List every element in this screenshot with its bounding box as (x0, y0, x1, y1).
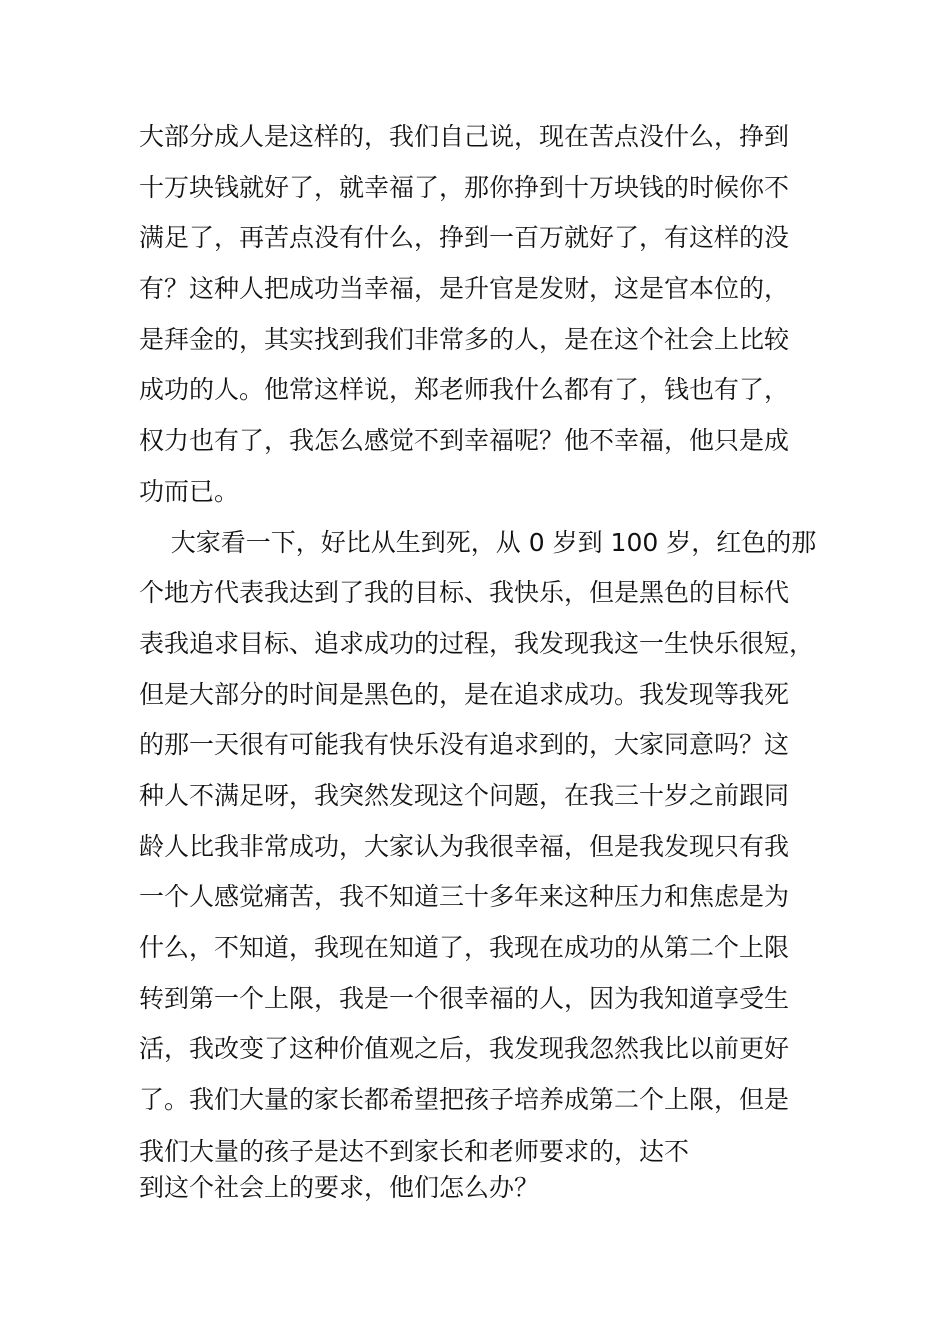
text-line: 功而已。 (139, 476, 240, 506)
text-line: 种人不满足呀，我突然发现这个问题，在我三十岁之前跟同 (139, 780, 790, 810)
text-line: 是拜金的，其实找到我们非常多的人，是在这个社会上比较 (139, 324, 790, 354)
text-line: 活，我改变了这种价值观之后，我发现我忽然我比以前更好 (139, 1034, 790, 1064)
text-line: 大家看一下，好比从生到死，从 0 岁到 100 岁，红色的那 (139, 527, 817, 557)
text-line: 十万块钱就好了，就幸福了，那你挣到十万块钱的时候你不 (139, 172, 790, 202)
text-line: 有？这种人把成功当幸福，是升官是发财，这是官本位的， (139, 274, 790, 304)
text-line: 我们大量的孩子是达不到家长和老师要求的，达不 (139, 1136, 690, 1166)
text-line: 的那一天很有可能我有快乐没有追求到的，大家同意吗？这 (139, 730, 790, 760)
document-body (139, 112, 839, 1206)
text-line: 但是大部分的时间是黑色的，是在追求成功。我发现等我死 (139, 679, 790, 709)
text-line: 满足了，再苦点没有什么，挣到一百万就好了，有这样的没 (139, 223, 790, 253)
text-line: 了。我们大量的家长都希望把孩子培养成第二个上限，但是 (139, 1085, 790, 1115)
text-line: 成功的人。他常这样说，郑老师我什么都有了，钱也有了， (139, 375, 790, 405)
text-line: 权力也有了，我怎么感觉不到幸福呢？他不幸福，他只是成 (139, 426, 790, 456)
text-line: 个地方代表我达到了我的目标、我快乐，但是黑色的目标代 (139, 578, 790, 608)
text-line: 大部分成人是这样的，我们自己说，现在苦点没什么，挣到 (139, 122, 790, 151)
text-line: 转到第一个上限，我是一个很幸福的人，因为我知道享受生 (139, 983, 790, 1013)
text-line: 什么，不知道，我现在知道了，我现在成功的从第二个上限 (139, 933, 790, 962)
paragraph (139, 518, 839, 1206)
text-line: 到这个社会上的要求，他们怎么办？ (139, 1172, 540, 1202)
text-line: 表我追求目标、追求成功的过程，我发现我这一生快乐很短， (139, 628, 815, 658)
paragraph (139, 112, 839, 518)
text-line: 一个人感觉痛苦，我不知道三十多年来这种压力和焦虑是为 (139, 882, 790, 912)
text-line: 龄人比我非常成功，大家认为我很幸福，但是我发现只有我 (139, 831, 790, 861)
